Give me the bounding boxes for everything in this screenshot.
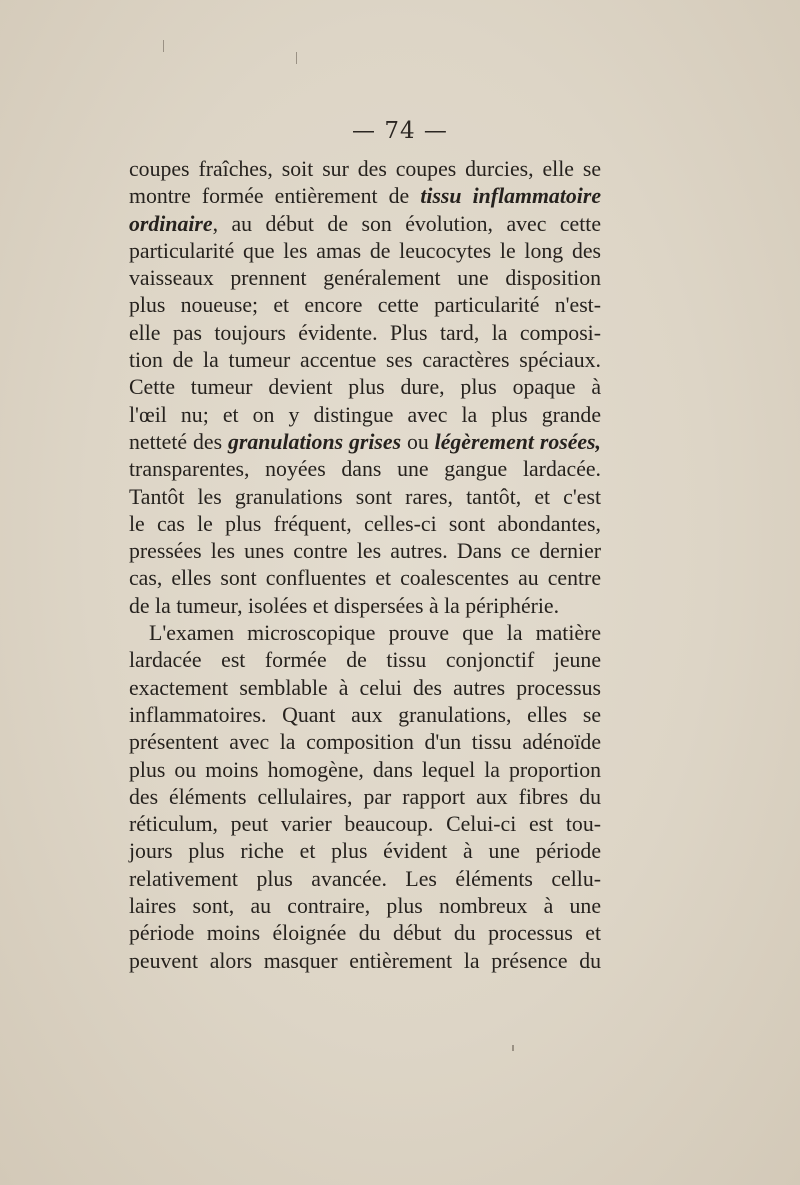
text-line: période moins éloignée du début du processus et [129, 921, 601, 946]
text-line: Tantôt les granulations sont rares, tantôt, et c'est [129, 484, 601, 509]
text-line: particularité que les amas de leucocytes le long des [129, 238, 601, 263]
text-line: pressées les unes contre les autres. Dans ce dernier [129, 539, 601, 564]
text-line: netteté des granulations grises ou légèrement rosées, [129, 429, 601, 454]
text-line: elle pas toujours évidente. Plus tard, la composi- [129, 320, 601, 345]
text-line: L'examen microscopique prouve que la matière [149, 621, 601, 646]
text-line: des éléments cellulaires, par rapport aux fibres du [129, 784, 601, 809]
text-line: transparentes, noyées dans une gangue lardacée. [129, 457, 601, 482]
paper-mark [163, 40, 164, 52]
text-line: lardacée est formée de tissu conjonctif jeune [129, 648, 601, 673]
italic-phrase: ordinaire [129, 211, 213, 236]
text-line: plus ou moins homogène, dans lequel la proportion [129, 757, 601, 782]
text-line: relativement plus avancée. Les éléments cellu- [129, 866, 601, 891]
text-line: coupes fraîches, soit sur des coupes durcies, elle se [129, 157, 601, 181]
italic-phrase: légèrement rosées, [434, 429, 601, 454]
text-line: laires sont, au contraire, plus nombreux à une [129, 894, 601, 919]
text-line: Cette tumeur devient plus dure, plus opaque à [129, 375, 601, 400]
text-line: inflammatoires. Quant aux granulations, elles se [129, 702, 601, 727]
paper-mark [512, 1045, 514, 1051]
paper-mark [296, 52, 297, 64]
text-line: exactement semblable à celui des autres processus [129, 675, 601, 700]
text-line: ordinaire, au début de son évolution, avec cette [129, 211, 601, 236]
text-line: de la tumeur, isolées et dispersées à la périphérie. [129, 593, 560, 618]
text-line: cas, elles sont confluentes et coalescentes au centre [129, 566, 601, 591]
body-text [129, 156, 601, 975]
text-line: vaisseaux prennent genéralement une disposition [129, 266, 601, 291]
page-number: — 74 — [352, 118, 448, 144]
text-line: peuvent alors masquer entièrement la présence du [129, 948, 601, 973]
text-line: plus noueuse; et encore cette particularité n'est- [129, 293, 601, 318]
text-line: présentent avec la composition d'un tissu adénoïde [129, 730, 601, 755]
text-line: l'œil nu; et on y distingue avec la plus grande [129, 402, 601, 427]
text-line: réticulum, peut varier beaucoup. Celui-ci est tou- [129, 812, 601, 837]
text-line: montre formée entièrement de tissu inflammatoire [129, 184, 601, 209]
text-line: jours plus riche et plus évident à une période [129, 839, 601, 864]
italic-phrase: tissu inflammatoire [420, 184, 601, 209]
text-line: le cas le plus fréquent, celles-ci sont abondantes, [129, 511, 601, 536]
italic-phrase: granulations grises [227, 429, 402, 454]
text-line: tion de la tumeur accentue ses caractères spéciaux. [129, 348, 601, 373]
